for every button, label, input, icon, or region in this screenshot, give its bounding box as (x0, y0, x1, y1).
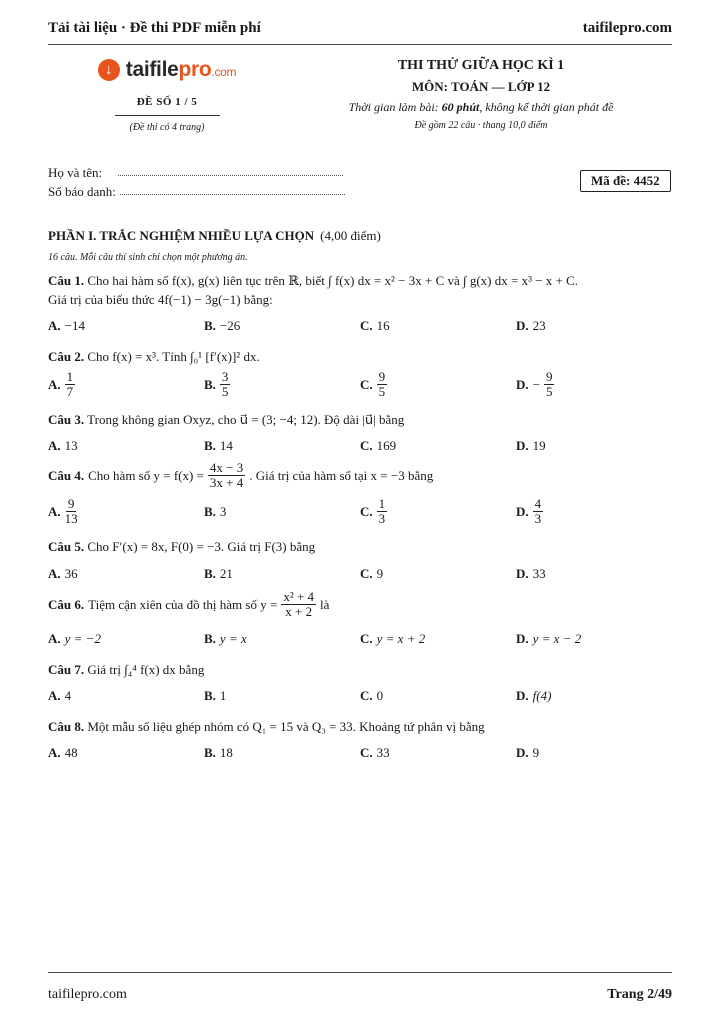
option-c[interactable]: C. y = x + 2 (360, 631, 426, 646)
page-footer (48, 972, 672, 1003)
question-6-options (48, 631, 672, 647)
option-a[interactable]: A. −14 (48, 318, 85, 333)
exam-number: ĐỀ SỐ 1 / 5 (136, 96, 198, 108)
option-a[interactable]: A. 48 (48, 745, 78, 760)
footer-site-link[interactable]: taifilepro.com (48, 987, 127, 1002)
option-b[interactable]: B. 21 (204, 566, 233, 581)
option-c[interactable]: C. 33 (360, 745, 390, 760)
page-number: Trang 2/49 (607, 987, 672, 1002)
option-d[interactable]: D. − $\frac{9}{5}$ (516, 369, 553, 399)
question-7-options (48, 688, 672, 704)
option-d[interactable]: D. 9 (516, 745, 540, 760)
question-6: Câu 6. Tiệm cận xiên của đồ thị hàm số y = $\frac{\text{x² + 4}}{x + 2}$ là (48, 589, 330, 619)
option-c[interactable]: C. 9 (360, 566, 384, 581)
question-2-options (48, 370, 672, 399)
site-logo[interactable]: ↓ taifilepro.com (82, 58, 252, 82)
question-5: Câu 5. Cho F′(x) = 8x, F(0) = −3. Giá trị F(3) bằng (48, 539, 316, 554)
section-note: 16 câu. Mỗi câu thí sinh chỉ chọn một phương án. (48, 252, 248, 263)
option-a[interactable]: A. y = −2 (48, 631, 101, 646)
section-points: (4,00 điểm) (320, 228, 381, 243)
exam-code-box: Mã đề: 4452 (580, 170, 671, 192)
pages-note: (Đề thi có 4 trang) (129, 122, 205, 133)
option-c[interactable]: C. 169 (360, 438, 397, 453)
question-3-options (48, 438, 672, 454)
exam-summary: Đề gồm 22 câu · thang 10,0 điểm (414, 120, 548, 131)
name-label: Họ và tên: (48, 165, 103, 180)
option-a[interactable]: A. 13 (48, 438, 78, 453)
question-2: Câu 2. Cho f(x) = x³. Tính ∫₀¹ [f′(x)]² dx. (48, 349, 260, 364)
question-1-options (48, 318, 672, 334)
question-8-options (48, 745, 672, 761)
option-b[interactable]: B. 14 (204, 438, 233, 453)
header-site-link[interactable]: taifilepro.com (582, 19, 672, 36)
option-a[interactable]: A. 36 (48, 566, 78, 581)
exam-title: THI THỬ GIỮA HỌC KÌ 1 (397, 58, 565, 73)
option-c[interactable]: C. $\frac{9}{5}$ (360, 369, 386, 399)
option-c[interactable]: C. 0 (360, 688, 384, 703)
option-a[interactable]: A. 4 (48, 688, 72, 703)
exam-header-right (290, 58, 672, 131)
option-d[interactable]: D. y = x − 2 (516, 631, 582, 646)
option-d[interactable]: D. $\frac{4}{3}$ (516, 496, 542, 526)
divider (115, 115, 220, 116)
name-field[interactable] (118, 163, 343, 176)
exam-time: Thời gian làm bài: 60 phút, không kể thời gian phát đề (348, 100, 614, 114)
option-b[interactable]: B. 18 (204, 745, 233, 760)
option-b[interactable]: B. 1 (204, 688, 227, 703)
option-b[interactable]: B. −26 (204, 318, 241, 333)
option-d[interactable]: D. 33 (516, 566, 546, 581)
option-c[interactable]: C. 16 (360, 318, 390, 333)
question-1: Câu 1. Cho hai hàm số f(x), g(x) liên tục trên ℝ, biết ∫ f(x) dx = x² − 3x + C và ∫ g(x) dx = x³ − x + C. Giá trị của biểu thức 4f(−1) − 3g(−1) bằng: (48, 273, 579, 307)
header-left-text: Tải tài liệu · Đề thi PDF miễn phí (48, 19, 261, 36)
option-c[interactable]: C. $\frac{1}{3}$ (360, 496, 386, 526)
option-a[interactable]: A. $\frac{1}{7}$ (48, 369, 74, 399)
question-4-options (48, 497, 672, 526)
id-label: Số báo danh: (48, 184, 116, 199)
id-field[interactable] (120, 182, 345, 195)
question-3: Câu 3. Trong không gian Oxyz, cho u⃗ = (3; −4; 12). Độ dài |u⃗| bằng (48, 412, 405, 427)
option-b[interactable]: B. 3 (204, 503, 227, 519)
option-d[interactable]: D. f(4) (516, 688, 552, 703)
question-5-options (48, 566, 672, 582)
option-b[interactable]: B. y = x (204, 631, 247, 646)
option-d[interactable]: D. 23 (516, 318, 546, 333)
section-1 (48, 228, 672, 263)
page-header (48, 12, 672, 45)
candidate-info (48, 163, 345, 201)
section-title: PHẦN I. TRẮC NGHIỆM NHIỀU LỰA CHỌN (48, 228, 315, 243)
question-7: Câu 7. Giá trị ∫₄⁴ f(x) dx bằng (48, 662, 205, 677)
option-b[interactable]: B. $\frac{3}{5}$ (204, 369, 229, 399)
question-4: Câu 4. Cho hàm số y = f(x) = $\frac{4x - 3}{3x + 4}$ . Giá trị của hàm số tại x = −3 bằng (48, 460, 434, 490)
exam-header-left (82, 58, 252, 133)
question-8: Câu 8. Một mẫu số liệu ghép nhóm có Q₁ = 15 và Q₃ = 33. Khoảng tứ phân vị bằng (48, 719, 485, 734)
download-arrow-icon: ↓ (98, 59, 120, 81)
exam-subject: MÔN: TOÁN — LỚP 12 (411, 79, 551, 94)
option-d[interactable]: D. 19 (516, 438, 546, 453)
option-a[interactable]: A. $\frac{9}{13}$ (48, 496, 78, 526)
